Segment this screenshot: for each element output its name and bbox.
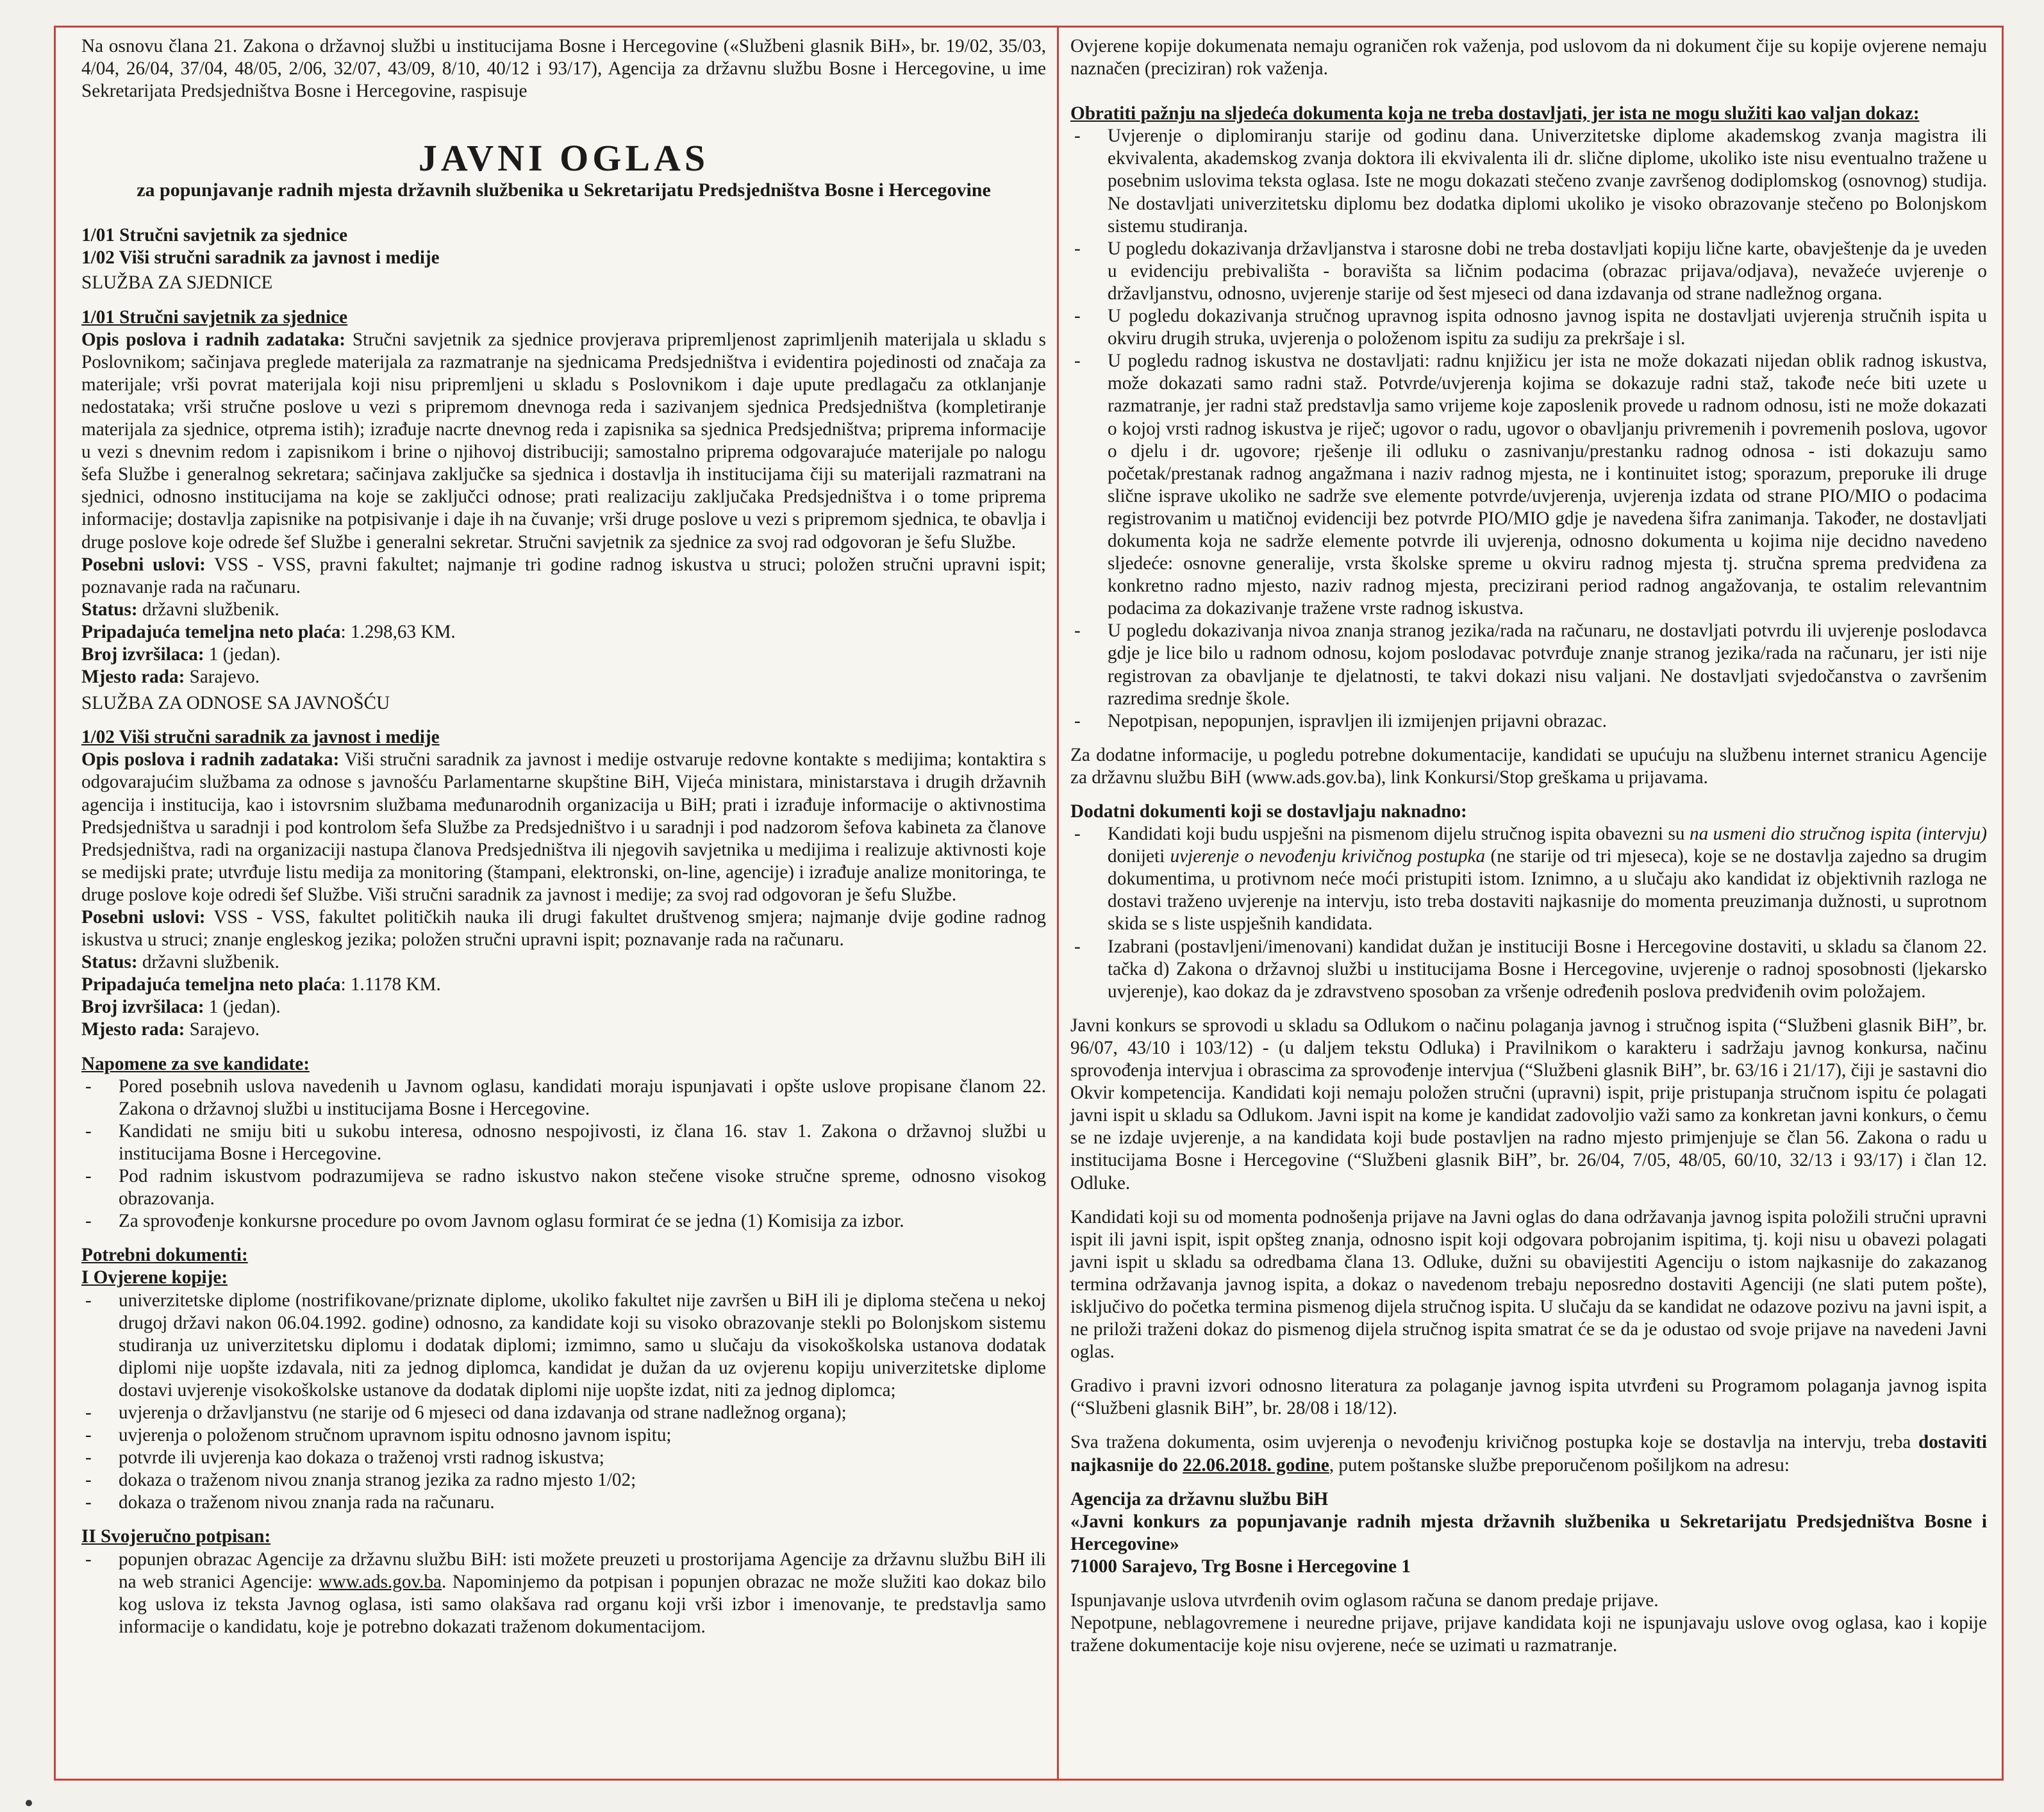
ad-subtitle: za popunjavanje radnih mjesta državnih službenika u Sekretarijatu Predsjedništva Bosne i Hercegovine [137, 179, 991, 201]
notes-list [81, 1076, 1046, 1233]
address-line: «Javni konkurs za popunjavanje radnih mjesta državnih službenika u Sekretarijatu Predsjedništva Bosne i Hercegovine» [1070, 1511, 1987, 1554]
list-item: - Za sprovođenje konkursne procedure po ovom Javnom oglasu formirat će se jedna (1) Komisija za izbor. [81, 1210, 1046, 1233]
paragraph: Nepotpune, neblagovremene i neuredne prijave, prijave kandidata koji ne ispunjavaju uslove ovog oglasa, kao i kopije tražene dokumentacije koje nisu ovjerene, neće se uzimati u razmatranje. [1070, 1613, 1987, 1656]
ad-frame [54, 26, 2004, 1781]
list-item: - U pogledu dokazivanja stručnog upravnog ispita odnosno javnog ispita ne dostavljati uvjerenja stručnih ispita u okviru drugih struka, uvjerenja o položenom ispitu za sudiju za prekršaje i sl. [1070, 305, 1987, 350]
ad-title: JAVNI OGLAS [418, 137, 710, 179]
list-item: - Nepotpisan, nepopunjen, ispravljen ili izmijenjen prijavni obrazac. [1070, 710, 1987, 733]
position-salary: Pripadajuća temeljna neto plaća: 1.1178 KM. [81, 974, 441, 995]
position-status: Status: državni službenik. [81, 599, 279, 620]
list-item: - U pogledu dokazivanja nivoa znanja stranog jezika/rada na računaru, ne dostavljati potvrdu ili uvjerenje poslodavca gdje je lice bilo u radnom odnosu, kojom poslodavac potvrđuje znanje stranog jezika/rada na računaru, jer isti nije registrovan za obavljanje te djelatnosti, te takvi dokazi nisu valjani. Ne dostavljati svjedočanstva o završenim razredima srednje škole. [1070, 620, 1987, 710]
paragraph: Za dodatne informacije, u pogledu potrebne dokumentacije, kandidati se upućuju na službenu internet stranicu Agencije za državnu službu BiH (www.ads.gov.ba), link Konkursi/Stop greškama u prijavama. [1070, 744, 1987, 788]
position-description: Opis poslova i radnih zadataka: Stručni savjetnik za sjednice provjerava pripremljenost zaprimljenih materijala u skladu s Poslovnikom; sačinjava preglede materijala za razmatranje na sjednicama Predsjedništva i evidentira pojedinosti od značaja za materijale; vrši povrat materijala koji nisu pripremljeni u skladu s Poslovnikom i daje upute predlagaču za otklanjanje nedostataka; vrši stručne poslove u vezi s pripremom dnevnoga reda i sazivanjem sjednica Predsjedništva (kompletiranje materijala za sjednice, otprema istih); izrađuje nacrte dnevnog reda i zapisnika sa sjednica Predsjedništva; priprema informacije u vezi s dnevnim redom i zapisnikom i brine o njihovoj distribuciji; samostalno priprema odgovarajuće materijale po nalogu šefa Službe i generalnog sekretara; sačinjava zaključke sa sjednica i dostavlja ih institucijama čiji su materijali razmatrani na sjednici, odnosno institucijama na koje se zaključci odnose; prati realizaciju zaključaka Predsjedništva i o tome priprema informacije; dostavlja zapisnike na potpisivanje i daje ih na čuvanje; vrši druge poslove u vezi s pripremom sjednica, te obavlja i druge poslove koje odrede šef Službe i generalni sekretar. Stručni savjetnik za sjednice za svoj rad odgovoran je šefu Službe. [81, 329, 1046, 553]
column-divider [1057, 28, 1059, 1779]
extra-documents-heading: Dodatni dokumenti koji se dostavljaju naknadno: [1070, 801, 1467, 822]
list-item: - Uvjerenje o diplomiranju starije od godinu dana. Univerzitetske diplome akademskog zvanja magistra ili ekvivalenta, akademskog zvanja doktora ili ekvivalenta ili dr. slične diplome, ukoliko iste nisu eventualno tražene u posebnim uslovima teksta oglasa. Iste ne mogu dokazati stečeno zvanje završenog dodiplomskog (osnovnog) studija. Ne dostavljati univerzitetsku diplomu bez dodatka diplomi ukoliko je visoko obrazovanje stečeno po Bolonjskom sistemu studiranja. [1070, 125, 1987, 237]
documents-subheading: I Ovjerene kopije: [81, 1267, 228, 1288]
deadline-paragraph: Sva tražena dokumenta, osim uvjerenja o nevođenju krivičnog postupka koje se dostavlja na intervju, treba dostaviti najkasnije do 22.06.2018. godine, putem poštanske službe preporučenom pošiljkom na adresu: [1070, 1432, 1987, 1475]
list-item: - Pod radnim iskustvom podrazumijeva se radno iskustvo nakon stečene visoke stručne spreme, odnosno visokog obrazovanja. [81, 1165, 1046, 1210]
right-column [1070, 35, 1987, 1772]
list-item: - Izabrani (postavljeni/imenovani) kandidat dužan je instituciji Bosne i Hercegovine dostaviti, u skladu sa članom 22. tačka d) Zakona o državnoj službi u institucijama Bosne i Hercegovine, uvjerenje o radnoj sposobnosti (ljekarsko uvjerenje), kao dokaz da je zdravstveno sposoban za vršenje određenih poslova predviđenih ovim položajem. [1070, 936, 1987, 1003]
position-heading: 1/02 Viši stručni saradnik za javnost i medije [81, 727, 440, 748]
list-item: - U pogledu radnog iskustva ne dostavljati: radnu knjižicu jer ista ne može dokazati nijedan oblik radnog iskustva, može dokazati samo radni staž. Potvrde/uvjerenja kojima se dokazuje radni staž, takođe neće biti uzete u razmatranje, jer radni staž predstavlja samo vrijeme koje zaposlenik provede u radnom odnosu, isti ne može dokazati o kojoj vrsti radnog iskustva je riječ; ugovor o radu, ugovor o obavljanju privremenih i povremenih poslova, ugovor o djelu i dr. ugovore; rješenje ili odluku o zasnivanju/prestanku radnog odnosa - isti dokazuju samo početak/prestanak radnog angažmana i naziv radnog mjesta, ne i kontinuitet istog; sporazum, preporuke ili druge slične isprave ukoliko ne sadrže sve elemente potvrde/uvjerenja, uvjerenja izdata od strane PIO/MIO o podacima registrovanim u matičnoj evidenciji bez potvrde PIO/MIO gdje je navedena šifra zanimanja. Također, ne dostavljati dokumenta koja ne sadrže elemente potvrde ili uvjerenja, odnosno dokumenta u kojima nije decidno navedeno sljedeće: osnovne generalije, vrsta školske spreme u okviru radnog mjesta tj. stručna sprema predviđena za konkretno radno mjesto, naziv radnog mjesta, precizirani period radnog angažovanja, te ostalim relevantnim podacima za dokazivanje tražene vrste radnog iskustva. [1070, 350, 1987, 620]
position-description: Opis poslova i radnih zadataka: Viši stručni saradnik za javnost i medije ostvaruje redovne kontakte s medijima; kontaktira s odgovarajućim službama za odnose s javnošću Parlamentarne skupštine BiH, Vijeća ministara, ministarstava i drugih državnih agencija i institucija, kao i istovrsnim službama međunarodnih organizacija u BiH; prati i izrađuje informacije o aktivnostima Predsjedništva u saradnji i pod kontrolom šefa Službe za Predsjedništvo i u saradnji i pod nadzorom šefova kabineta za članove Predsjedništva, radi na organizaciji nastupa članova Predsjedništva ili njegovih savjetnika u medijima i realizuje aktivnosti koje se medijski prate; utvrđuje listu medija za monitoring (štampani, elektronski, on-line, agencije) i izrađuje analize monitoringa, te druge poslove koje odredi šef Službe. Viši stručni saradnik za javnost i medije; za svoj rad odgovoran je šefu Službe. [81, 749, 1046, 905]
signed-form-list [81, 1549, 1046, 1638]
paragraph: Ovjerene kopije dokumenata nemaju ograničen rok važenja, pod uslovom da ni dokument čije su kopije ovjerene nemaju naznačen (preciziran) rok važenja. [1070, 36, 1987, 79]
list-item: - potvrde ili uvjerenja kao dokaza o traženoj vrsti radnog iskustva; [81, 1447, 1046, 1469]
documents-subheading: II Svojeručno potpisan: [81, 1526, 271, 1547]
notes-heading: Napomene za sve kandidate: [81, 1053, 310, 1074]
position-count: Broj izvršilaca: 1 (jedan). [81, 997, 281, 1018]
list-item: - uvjerenja o državljanstvu (ne starije od 6 mjeseci od dana izdavanja od strane nadležnog organa); [81, 1402, 1046, 1424]
list-item: - Pored posebnih uslova navedenih u Javnom oglasu, kandidati moraju ispunjavati i opšte uslove propisane članom 22. Zakona o državnoj službi u institucijama Bosne i Hercegovine. [81, 1076, 1046, 1120]
paragraph: Gradivo i pravni izvori odnosno literatura za polaganje javnog ispita utvrđeni su Programom polaganja javnog ispita (“Službeni glasnik BiH”, br. 28/08 i 18/12). [1070, 1376, 1987, 1419]
list-item: - popunjen obrazac Agencije za državnu službu BiH: isti možete preuzeti u prostorijama Agencije za državnu službu BiH ili na web stranici Agencije: www.ads.gov.ba. Napominjemo da potpisan i popunjen obrazac ne može služiti kao dokaz bilo kog uslova iz teksta Javnog oglasa, isti samo olakšava rad organu koji vrši izbor i imenovanje, te predstavlja samo informacije o kandidatu, koje je potrebno dokazati traženom dokumentacijom. [81, 1549, 1046, 1638]
position-salary: Pripadajuća temeljna neto plaća: 1.298,63 KM. [81, 621, 456, 642]
ads-website-link[interactable]: www.ads.gov.ba [319, 1571, 442, 1592]
service-name: SLUŽBA ZA ODNOSE SA JAVNOŠĆU [81, 693, 390, 714]
documents-list [81, 1290, 1046, 1515]
positions-list-item: 1/02 Viši stručni saradnik za javnost i medije [81, 247, 440, 269]
paragraph: Kandidati koji su od momenta podnošenja prijave na Javni oglas do dana održavanja javnog ispita položili stručni upravni ispit ili javni ispit, ispit opšteg znanja, odnosno ispit koji odgovara pobrojanim ispitima, tj. koji nisu u obavezi polagati javni ispit u skladu sa odredbama člana 13. Odluke, dužni su obavijestiti Agenciju o istom najkasnije do zakazanog termina održavanja javnog ispita, a dokaz o navedenom trebaju neposredno dostaviti Agenciji (ne slati putem pošte), isključivo do početka termina pismenog dijela stručnog ispita. U slučaju da se kandidat ne odazove pozivu na javni ispit, a ne priloži traženi dokaz do pismenog dijela stručnog ispita smatrat će se da je odustao od svoje prijave na navedeni Javni oglas. [1070, 1206, 1987, 1363]
list-item: - univerzitetske diplome (nostrifikovane/priznate diplome, ukoliko fakultet nije završen u BiH ili je diploma stečena u nekoj drugoj državi nakon 06.04.1992. godine) odnosno, za kandidate koji su visoko obrazovanje stekli po Bolonjskom sistemu studiranja uz univerzitetsku diplomu i dodatak diplomi; izmimno, samo u slučaju da visokoškolska ustanova dodatak diplomi nije uopšte izdavala, niti za jednog diplomca, kandidat je dužan da uz ovjerenu kopiju univerzitetske diplome dostavi uvjerenje visokoškolske ustanove da dodatak diplomi nije uopšte izdat, niti za jednog diplomca; [81, 1290, 1046, 1402]
list-item: - U pogledu dokazivanja državljanstva i starosne dobi ne treba dostavljati kopiju lične karte, obavještenje da je uveden u evidenciju prebivališta - boravišta sa ličnim podacima (obrazac prijava/odjava), nevažeće uvjerenje o državljanstvu, odnosno, uvjerenje starije od šest mjeseci od dana izdavanja od strane nadležnog organa. [1070, 238, 1987, 305]
position-heading: 1/01 Stručni savjetnik za sjednice [81, 306, 348, 328]
address-line: 71000 Sarajevo, Trg Bosne i Hercegovine 1 [1070, 1556, 1411, 1577]
list-item: - Kandidati koji budu uspješni na pismenom dijelu stručnog ispita obavezni su na usmeni dio stručnog ispita (intervju) donijeti uvjerenje o nevođenju krivičnog postupka (ne starije od tri mjeseca), koje se ne dostavlja zajedno sa drugim dokumentima, u protivnom neće moći pristupiti istom. Iznimno, a u slučaju ako kandidat iz objektivnih razloga ne dostavi traženo uvjerenje na intervju, isto treba dostaviti najkasnije do momenta preuzimanja dužnosti, u suprotnom skida se s liste uspješnih kandidata. [1070, 823, 1987, 935]
intro-paragraph: Na osnovu člana 21. Zakona o državnoj službi u institucijama Bosne i Hercegovine («Službeni glasnik BiH», br. 19/02, 35/03, 4/04, 26/04, 37/04, 48/05, 2/06, 32/07, 43/09, 8/10, 40/12 i 93/17), Agencija za državnu službu Bosne i Hercegovine, u ime Sekretarijata Predsjedništva Bosne i Hercegovine, raspisuje [81, 36, 1046, 102]
documents-heading: Potrebni dokumenti: [81, 1245, 248, 1266]
paragraph: Javni konkurs se sprovodi u skladu sa Odlukom o načinu polaganja javnog i stručnog ispita (“Službeni glasnik BiH”, br. 96/07, 43/10 i 103/12) - (u daljem tekstu Odluka) i Pravilnikom o karakteru i sadržaju javnog konkursa, načinu sprovođenja intervjua i obrascima za sprovođenje intervjua (“Službeni glasnik BiH”, br. 63/16 i 21/17), čiji je sastavni dio Okvir kompetencija. Kandidati koji nemaju položen stručni (upravni) ispit, prije pristupanja stručnom ispitu će polagati javni ispit u skladu sa Odlukom. Javni ispit na kome je kandidat zadovoljio važi samo za konkretan javni konkurs, o čemu se ne izdaje uvjerenje, a na kandidata koji bude postavljen na radno mjesto primjenjuje se član 56. Zakona o radu u institucijama Bosne i Hercegovine (“Službeni glasnik BiH”, br. 26/04, 7/05, 48/05, 60/10, 32/13 i 93/17) i član 12. Odluke. [1070, 1015, 1987, 1193]
paragraph: Ispunjavanje uslova utvrđenih ovim oglasom računa se danom predaje prijave. [1070, 1590, 1659, 1611]
position-place: Mjesto rada: Sarajevo. [81, 667, 260, 688]
position-count: Broj izvršilaca: 1 (jedan). [81, 644, 281, 665]
list-item: - Kandidati ne smiju biti u sukobu interesa, odnosno nespojivosti, iz člana 16. stav 1. Zakona o državnoj službi u institucijama Bosne i Hercegovine. [81, 1120, 1046, 1165]
position-status: Status: državni službenik. [81, 952, 279, 973]
extra-documents-list [1070, 823, 1987, 1003]
list-item: - dokaza o traženom nivou znanja stranog jezika za radno mjesto 1/02; [81, 1469, 1046, 1492]
warning-list [1070, 125, 1987, 733]
list-item: - dokaza o traženom nivou znanja rada na računaru. [81, 1492, 1046, 1514]
positions-list-item: 1/01 Stručni savjetnik za sjednice [81, 225, 348, 246]
warning-heading: Obratiti pažnju na sljedeća dokumenta koja ne treba dostavljati, jer ista ne mogu služiti kao valjan dokaz: [1070, 103, 1920, 124]
position-conditions: Posebni uslovi: VSS - VSS, fakultet političkih nauka ili drugi fakultet društvenog smjera; najmanje dvije godine radnog iskustva u struci; znanje engleskog jezika; položen stručni upravni ispit; poznavanje rada na računaru. [81, 907, 1047, 951]
service-name: SLUŽBA ZA SJEDNICE [81, 272, 273, 294]
position-place: Mjesto rada: Sarajevo. [81, 1019, 260, 1040]
print-dot [26, 1800, 32, 1806]
address-line: Agencija za državnu službu BiH [1070, 1488, 1329, 1509]
position-conditions: Posebni uslovi: VSS - VSS, pravni fakultet; najmanje tri godine radnog iskustva u struci; položen stručni upravni ispit; poznavanje rada na računaru. [81, 554, 1047, 597]
list-item: - uvjerenja o položenom stručnom upravnom ispitu odnosno javnom ispitu; [81, 1424, 1046, 1447]
left-column [81, 35, 1046, 1772]
